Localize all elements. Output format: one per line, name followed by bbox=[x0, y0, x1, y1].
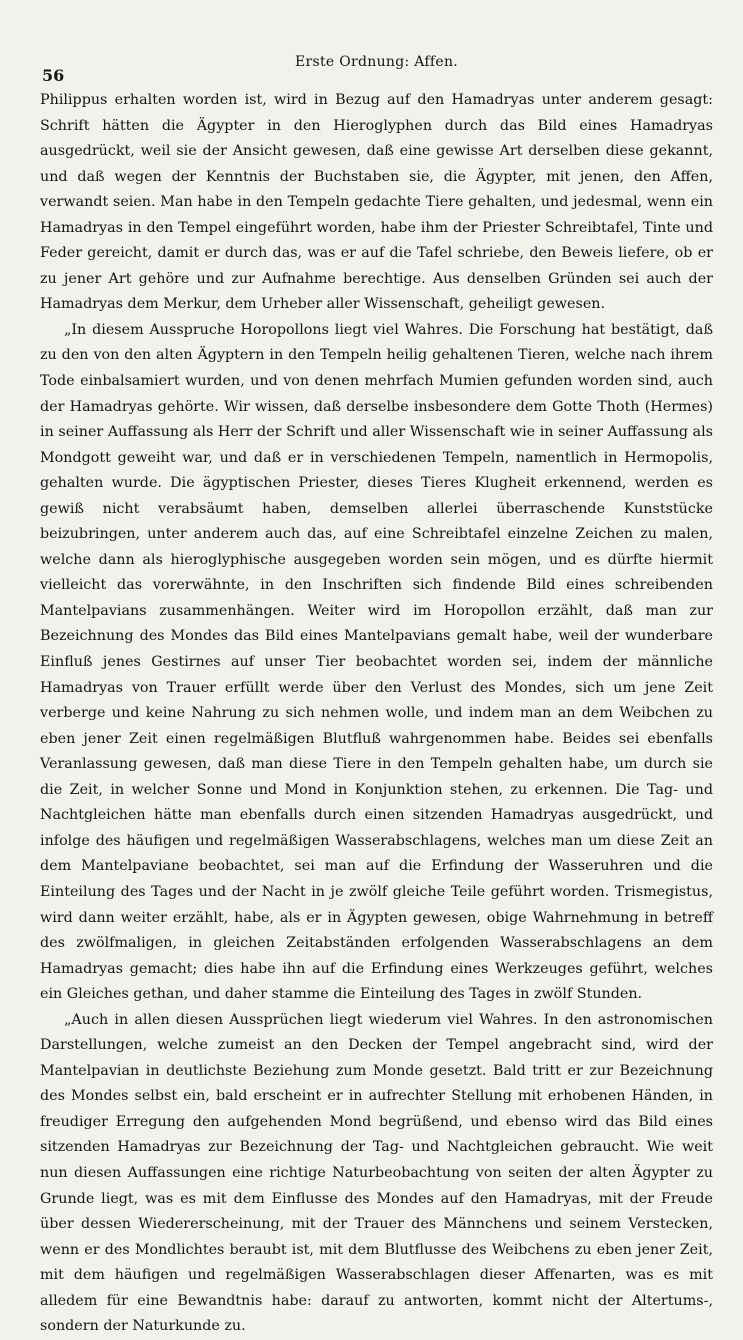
running-head: Erste Ordnung: Affen. bbox=[294, 54, 459, 70]
body-text bbox=[40, 88, 713, 1340]
paragraph: Philippus erhalten worden ist, wird in Bezug auf den Hamadryas unter anderem gesagt: Schrift hätten die Ägypter in den Hieroglyphen durch das Bild eines Hamadryas ausgedrückt, weil sie der Ansicht gewesen, daß eine gewisse Art derselben diese gekannt, und daß wegen der Kenntnis der Buchstaben sie, die Ägypter, mit jenen, den Affen, verwandt seien. Man habe in den Tempeln gedachte Tiere gehalten, und jedesmal, wenn ein Hamadryas in den Tempel eingeführt worden, habe ihm der Priester Schreibtafel, Tinte und Feder gereicht, damit er durch das, was er auf die Tafel schriebe, den Beweis liefere, ob er zu jener Art gehöre und zur Aufnahme berechtige. Aus denselben Gründen sei auch der Hamadryas dem Merkur, dem Urheber aller Wissenschaft, geheiligt gewesen. bbox=[40, 92, 713, 313]
paragraph: „Auch in allen diesen Aussprüchen liegt wiederum viel Wahres. In den astronomischen Darstellungen, welche zumeist an den Decken der Tempel angebracht sind, wird der Mantelpavian in deutlichste Beziehung zum Monde gesetzt. Bald tritt er zur Bezeichnung des Mondes selbst ein, bald erscheint er in aufrechter Stellung mit erhobenen Händen, in freudiger Erregung den aufgehenden Mond begrüßend, und ebenso wird das Bild eines sitzenden Hamadryas zur Bezeichnung der Tag- und Nachtgleichen gebraucht. Wie weit nun diesen Auffassungen eine richtige Naturbeobachtung von seiten der alten Ägypter zu Grunde liegt, was es mit dem Einflusse des Mondes auf den Hamadryas, mit der Freude über dessen Wiedererscheinung, mit der Trauer des Männchens und seinem Verstecken, wenn er des Mondlichtes beraubt ist, mit dem Blutflusse des Weibchens zu eben jener Zeit, mit dem häufigen und regelmäßigen Wasserabschlagen dieser Affenarten, was es mit alledem für eine Bewandtnis habe: darauf zu antworten, kommt nicht der Altertums-, sondern der Naturkunde zu. bbox=[40, 1011, 713, 1335]
paragraph: „In diesem Ausspruche Horopollons liegt viel Wahres. Die Forschung hat bestätigt, daß zu den von den alten Ägyptern in den Tempeln heilig gehaltenen Tieren, welche nach ihrem Tode einbalsamiert wurden, und von denen mehrfach Mumien gefunden worden sind, auch der Hamadryas gehörte. Wir wissen, daß derselbe insbesondere dem Gotte Thoth (Hermes) in seiner Auffassung als Herr der Schrift und aller Wissenschaft wie in seiner Auffassung als Mondgott geweiht war, und daß er in verschiedenen Tempeln, namentlich in Hermopolis, gehalten wurde. Die ägyptischen Priester, dieses Tieres Klugheit erkennend, werden es gewiß nicht verabsäumt haben, demselben allerlei überraschende Kunststücke beizubringen, unter anderem auch das, auf eine Schreibtafel einzelne Zeichen zu malen, welche dann als hieroglyphische ausgegeben worden sein mögen, und es dürfte hiermit vielleicht das vorerwähnte, in den Inschriften sich findende Bild eines schreibenden Mantelpavians zusammenhängen. Weiter wird im Horopollon erzählt, daß man zur Bezeichnung des Mondes das Bild eines Mantelpavians gemalt habe, weil der wunderbare Einfluß jenes Gestirnes auf unser Tier beobachtet worden sei, indem der männliche Hamadryas von Trauer erfüllt werde über den Verlust des Mondes, sich um jene Zeit verberge und keine Nahrung zu sich nehmen wolle, und indem man an dem Weibchen zu eben jener Zeit einen regelmäßigen Blutfluß wahrgenommen habe. Beides sei ebenfalls Veranlassung gewesen, daß man diese Tiere in den Tempeln gehalten habe, um durch sie die Zeit, in welcher Sonne und Mond in Konjunktion stehen, zu erkennen. Die Tag- und Nachtgleichen hätte man ebenfalls durch einen sitzenden Hamadryas ausgedrückt, und infolge des häufigen und regelmäßigen Wasserabschlagens, welches man um diese Zeit an dem Mantelpaviane beobachtet, sei man auf die Erfindung der Wasseruhren und die Einteilung des Tages und der Nacht in je zwölf gleiche Teile geführt worden. Trismegistus, wird dann weiter erzählt, habe, als er in Ägypten gewesen, obige Wahrnehmung in betreff des zwölfmaligen, in gleichen Zeitabständen erfolgenden Wasserabschlagens an dem Hamadryas gemacht; dies habe ihn auf die Erfindung eines Werkzeuges geführt, welches ein Gleiches gethan, und daher stamme die Einteilung des Tages in zwölf Stunden. bbox=[40, 321, 713, 1003]
page-number: 56 bbox=[42, 66, 65, 85]
page-header bbox=[40, 50, 713, 84]
